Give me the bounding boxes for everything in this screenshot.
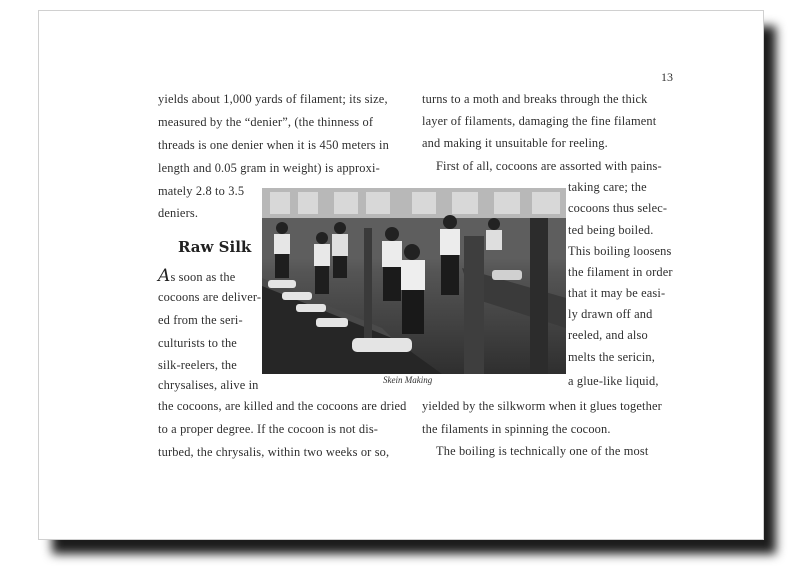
text-line: The boiling is technically one of the most — [436, 444, 649, 458]
text-line: silk-reelers, the — [158, 358, 237, 372]
text-line: that it may be easi- — [568, 286, 666, 300]
text-line: length and 0.05 gram in weight) is approxi- — [158, 161, 380, 175]
text-line: melts the sericin, — [568, 350, 656, 364]
photo-illustration — [262, 188, 566, 374]
photo-caption: Skein Making — [383, 375, 433, 385]
section-heading: Raw Silk — [178, 238, 252, 256]
text-line: cocoons are deliver- — [158, 290, 262, 304]
text-line: and making it unsuitable for reeling. — [422, 136, 608, 150]
text-line: This boiling loosens — [568, 244, 672, 258]
text-line: reeled, and also — [568, 328, 648, 342]
text-line: layer of filaments, damaging the fine filament — [422, 114, 657, 128]
text-line: the filament in order — [568, 265, 673, 279]
skein-making-photo — [262, 188, 566, 374]
drop-cap: A — [158, 266, 171, 286]
text-line: the filaments in spinning the cocoon. — [422, 422, 611, 436]
text-line: ly drawn off and — [568, 307, 653, 321]
text-line: measured by the “denier”, (the thinness of — [158, 115, 374, 129]
text-line: chrysalises, alive in — [158, 378, 259, 392]
text-line: the cocoons, are killed and the cocoons are dried — [158, 399, 407, 413]
text-line: yielded by the silkworm when it glues together — [422, 399, 662, 413]
text-line-rest: s soon as the — [170, 270, 236, 284]
text-line: deniers. — [158, 206, 199, 220]
text-line — [158, 266, 235, 286]
text-line: to a proper degree. If the cocoon is not dis- — [158, 422, 379, 436]
text-line: culturists to the — [158, 336, 237, 350]
text-line: mately 2.8 to 3.5 — [158, 184, 245, 198]
scanned-page — [150, 66, 683, 470]
text-line: threads is one denier when it is 450 meters in — [158, 138, 389, 152]
page-number: 13 — [661, 70, 673, 84]
text-line: a glue-like liquid, — [568, 374, 659, 388]
text-line: yields about 1,000 yards of filament; its size, — [158, 92, 388, 106]
text-line: turns to a moth and breaks through the thick — [422, 92, 648, 106]
text-line: taking care; the — [568, 180, 647, 194]
text-line: turbed, the chrysalis, within two weeks or so, — [158, 445, 390, 459]
text-line: ted being boiled. — [568, 223, 654, 237]
text-line: ed from the seri- — [158, 313, 243, 327]
text-line: cocoons thus selec- — [568, 201, 668, 215]
text-line: First of all, cocoons are assorted with pains- — [436, 159, 662, 173]
